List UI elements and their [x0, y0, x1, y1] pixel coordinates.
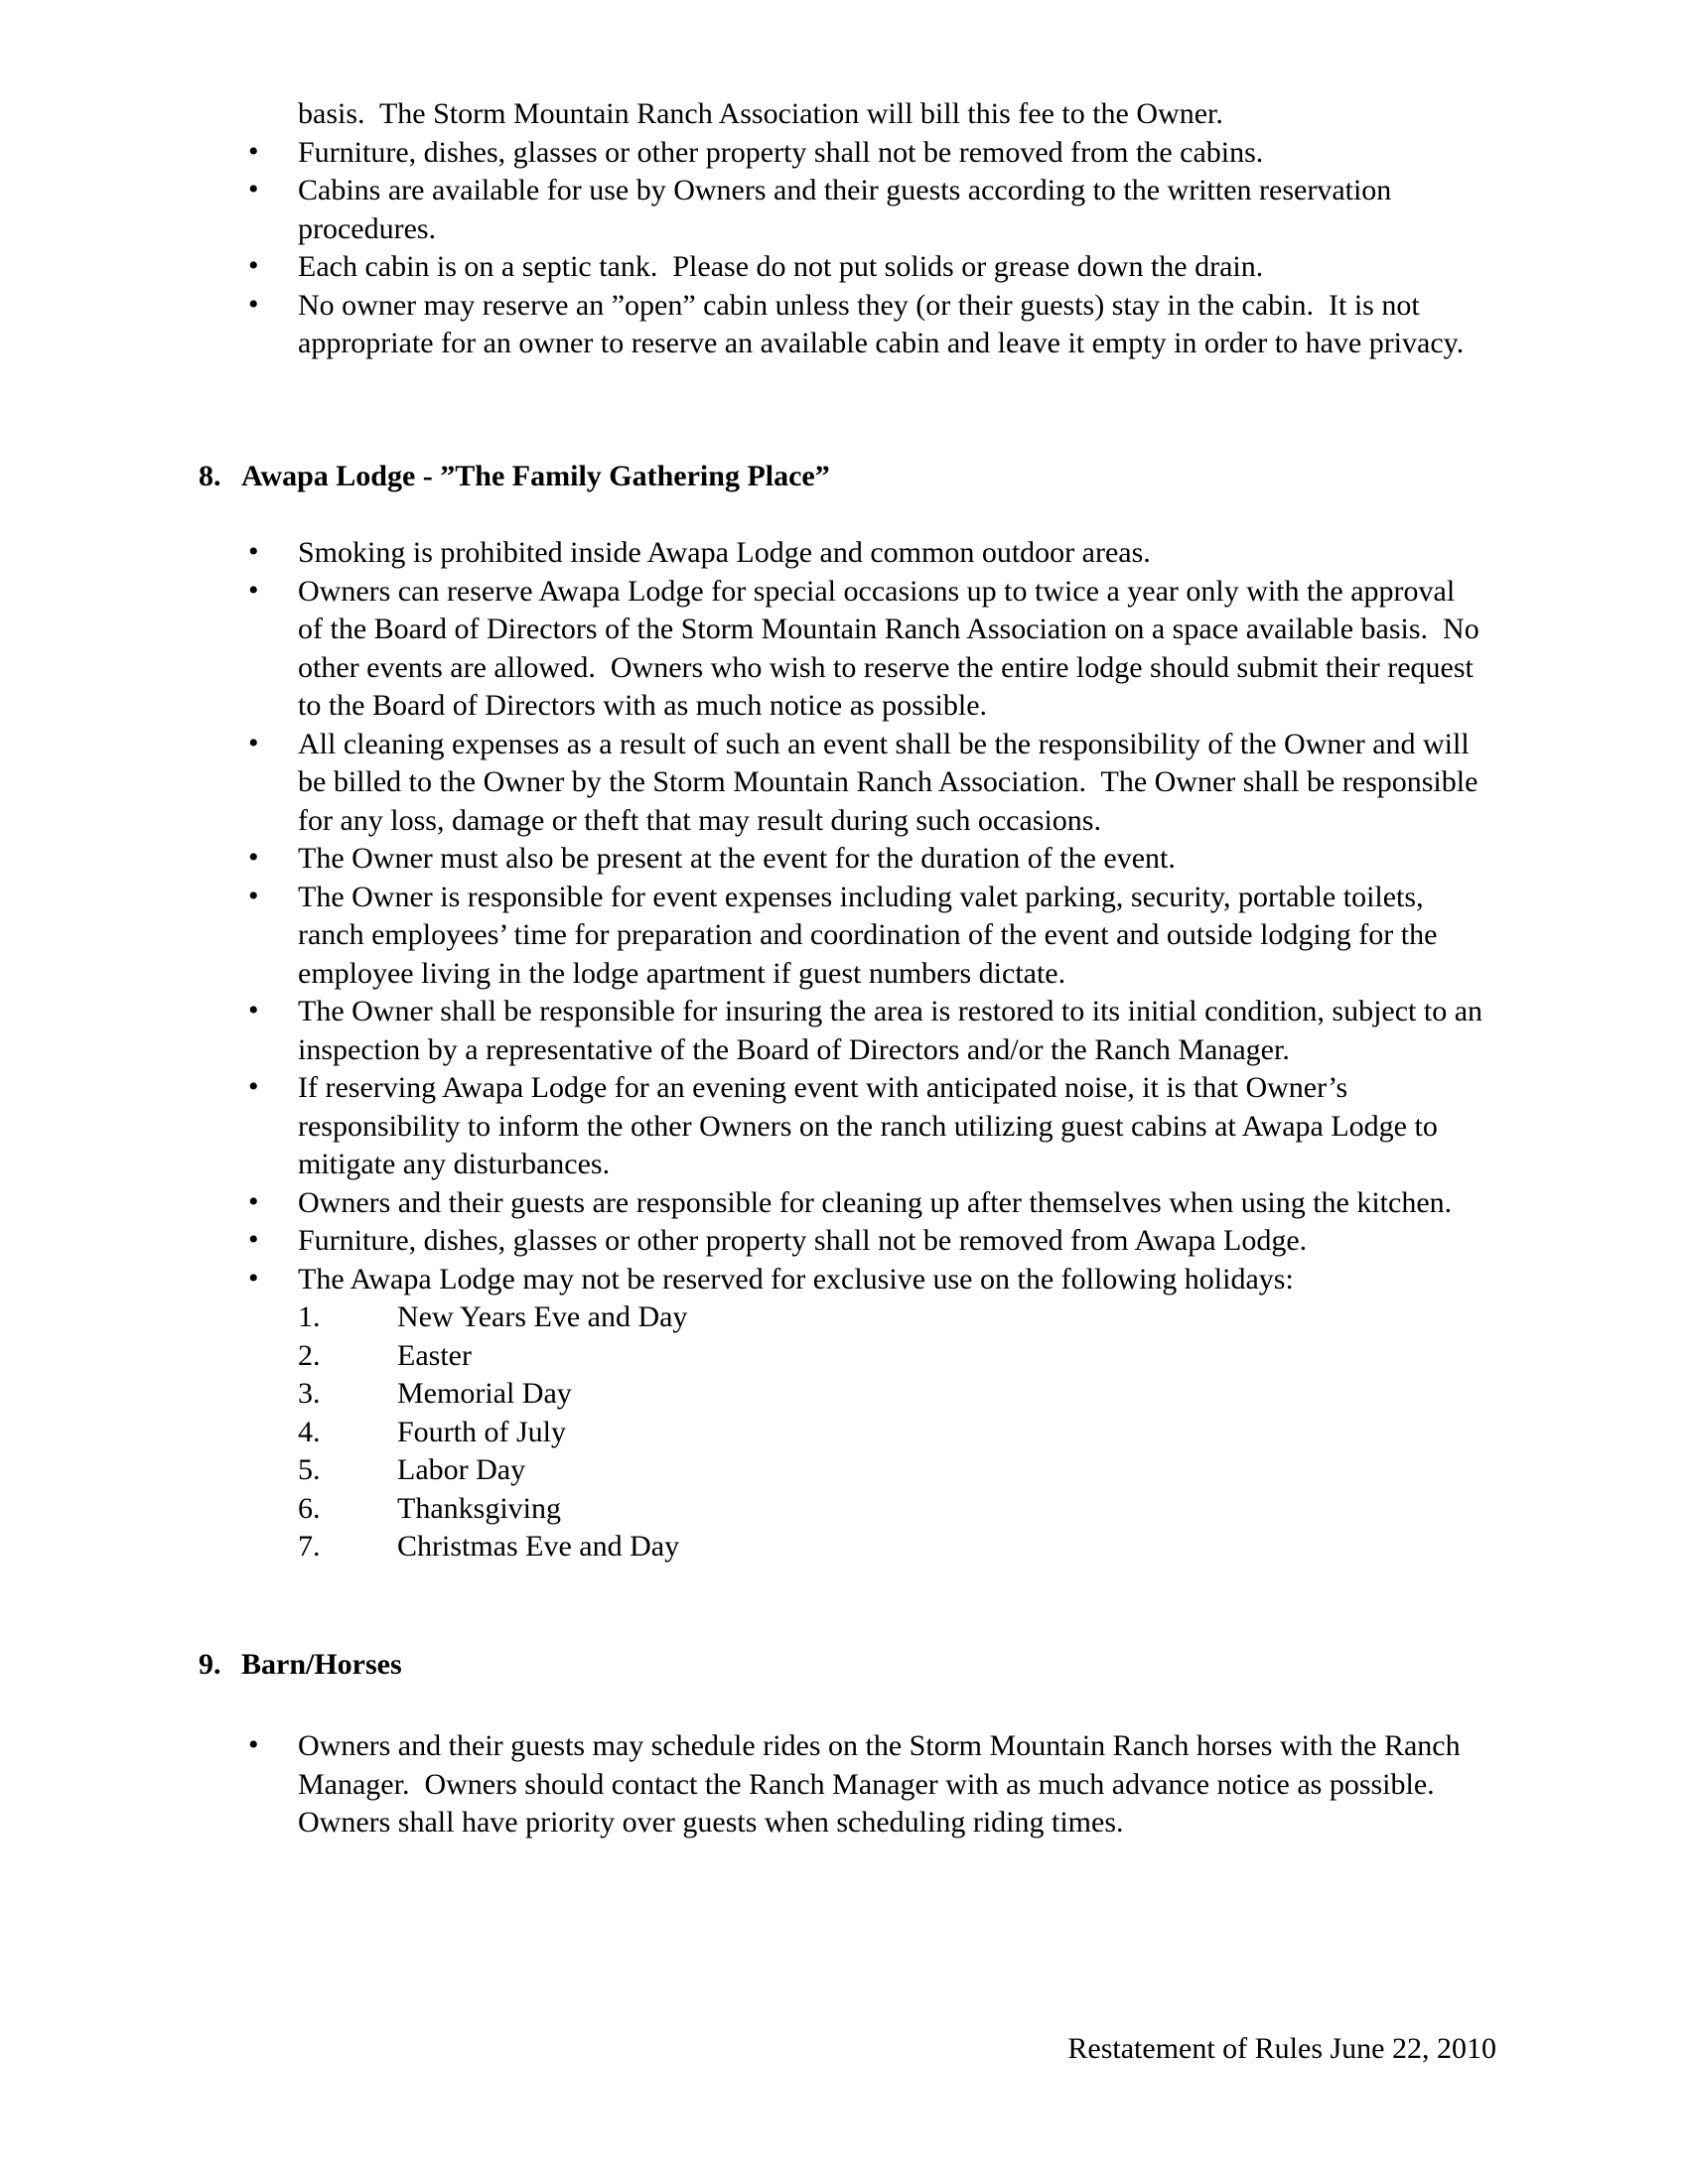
cabin-rules-list: [0, 134, 1484, 363]
bullet-icon: •: [248, 1184, 259, 1218]
list-item-text: Furniture, dishes, glasses or other property shall not be removed from Awapa Lodge.: [298, 1224, 1308, 1257]
section-heading-awapa-lodge: [199, 458, 1688, 496]
list-item-text: Cabins are available for use by Owners and their guests according to the written reservation procedures.: [298, 174, 1399, 245]
page-footer: Restatement of Rules June 22, 2010: [1067, 2032, 1496, 2065]
holiday-item: [298, 1375, 1688, 1414]
holiday-label: Easter: [397, 1338, 472, 1372]
holiday-number: 4.: [298, 1415, 321, 1448]
list-item: [248, 287, 1484, 363]
holiday-item: [298, 1337, 1688, 1376]
list-item-text: Owners and their guests are responsible for cleaning up after themselves when using the kitchen.: [298, 1185, 1453, 1219]
bullet-icon: •: [248, 134, 259, 168]
holiday-item: [298, 1414, 1688, 1452]
section-number: 8.: [199, 459, 221, 492]
list-item-text: The Owner shall be responsible for insuring the area is restored to its initial condition, subject to an inspection by a representative of the Board of Directors and/or the Ranch Manager.: [298, 995, 1490, 1066]
bullet-icon: •: [248, 249, 259, 282]
list-item-text: If reserving Awapa Lodge for an evening event with anticipated noise, it is that Owner’s responsibility to inform the other Owners on the ranch utilizing guest cabins at Awapa Lodge to mitigate any disturbances.: [298, 1071, 1446, 1180]
bullet-icon: •: [248, 1728, 259, 1761]
bullet-icon: •: [248, 1070, 259, 1103]
bullet-icon: •: [248, 1261, 259, 1295]
paragraph-continuation: basis. The Storm Mountain Ranch Association will bill this fee to the Owner.: [298, 97, 1223, 130]
barn-horses-rules-list: [0, 1727, 1484, 1843]
holiday-item: [298, 1298, 1688, 1337]
bullet-icon: •: [248, 173, 259, 205]
section-heading-barn-horses: [199, 1646, 1688, 1685]
holiday-item: [298, 1451, 1688, 1490]
list-item-text: Each cabin is on a septic tank. Please do not put solids or grease down the drain.: [298, 250, 1264, 283]
list-item: [248, 726, 1485, 841]
bullet-icon: •: [248, 726, 259, 759]
list-item: [248, 534, 1484, 573]
list-item: [248, 1069, 1484, 1184]
holiday-number: 5.: [298, 1453, 321, 1486]
list-item-text: The Owner must also be present at the event for the duration of the event.: [298, 842, 1176, 875]
bullet-icon: •: [248, 573, 259, 607]
bullet-icon: •: [248, 841, 259, 874]
document-page: [0, 95, 1688, 1843]
holiday-number: 1.: [298, 1300, 321, 1333]
holiday-label: Memorial Day: [397, 1377, 572, 1410]
list-item-text: Owners can reserve Awapa Lodge for special occasions up to twice a year only with the approval of the Board of Directors of the Storm Mountain Ranch Association on a space available basis. No other events are allowed. Owners who wish to reserve the entire lodge should submit their request to the Board of Directors with as much notice as possible.: [298, 574, 1487, 722]
list-item: [248, 172, 1484, 248]
holiday-label: Christmas Eve and Day: [397, 1530, 680, 1563]
section-title: Awapa Lodge - ”The Family Gathering Place”: [241, 459, 830, 492]
list-item-text: The Awapa Lodge may not be reserved for exclusive use on the following holidays:: [298, 1262, 1294, 1296]
list-item: [248, 134, 1484, 173]
list-item-text: No owner may reserve an ”open” cabin unless they (or their guests) stay in the cabin. It is not appropriate for an owner to reserve an available cabin and leave it empty in order to have privacy.: [298, 288, 1465, 359]
awapa-lodge-rules-list: [0, 534, 1490, 1298]
holiday-list: [0, 1298, 1688, 1567]
list-item: [248, 248, 1484, 287]
holiday-label: Thanksgiving: [397, 1491, 561, 1525]
holiday-number: 2.: [298, 1338, 321, 1372]
bullet-icon: •: [248, 1223, 259, 1256]
list-item-text: Smoking is prohibited inside Awapa Lodge and common outdoor areas.: [298, 536, 1151, 569]
list-item: [248, 573, 1487, 726]
bullet-icon: •: [248, 535, 259, 568]
bullet-icon: •: [248, 879, 259, 912]
list-item-text: Owners and their guests may schedule rides on the Storm Mountain Ranch horses with the Ranch Manager. Owners should contact the Ranch Manager with as much advance notice as possible. Owners shall have priority over guests when scheduling riding times.: [298, 1729, 1469, 1839]
holiday-label: New Years Eve and Day: [397, 1300, 688, 1333]
holiday-number: 7.: [298, 1530, 321, 1563]
list-item: [248, 1222, 1484, 1261]
list-item: [248, 879, 1484, 994]
list-item: [248, 1184, 1484, 1223]
holiday-item: [298, 1490, 1688, 1529]
section-number: 9.: [199, 1647, 221, 1681]
holiday-number: 6.: [298, 1491, 321, 1525]
list-item-text: Furniture, dishes, glasses or other property shall not be removed from the cabins.: [298, 135, 1264, 169]
holiday-item: [298, 1528, 1688, 1567]
bullet-icon: •: [248, 287, 259, 321]
list-item-text: The Owner is responsible for event expenses including valet parking, security, portable toilets, ranch employees’ time for preparation and coordination of the event and outside lodging for the employee living in the lodge apartment if guest numbers dictate.: [298, 880, 1445, 990]
list-item: [248, 1727, 1484, 1843]
list-item: [248, 840, 1484, 879]
section-title: Barn/Horses: [241, 1647, 402, 1681]
holiday-label: Fourth of July: [397, 1415, 567, 1448]
bullet-icon: •: [248, 994, 259, 1026]
holiday-label: Labor Day: [397, 1453, 526, 1486]
list-item: [248, 993, 1490, 1069]
list-item: [248, 1261, 1484, 1299]
holiday-number: 3.: [298, 1377, 321, 1410]
list-item-text: All cleaning expenses as a result of such an event shall be the responsibility of the Owner and will be billed to the Owner by the Storm Mountain Ranch Association. The Owner shall be responsible for any loss, damage or theft that may result during such occasions.: [298, 727, 1485, 837]
